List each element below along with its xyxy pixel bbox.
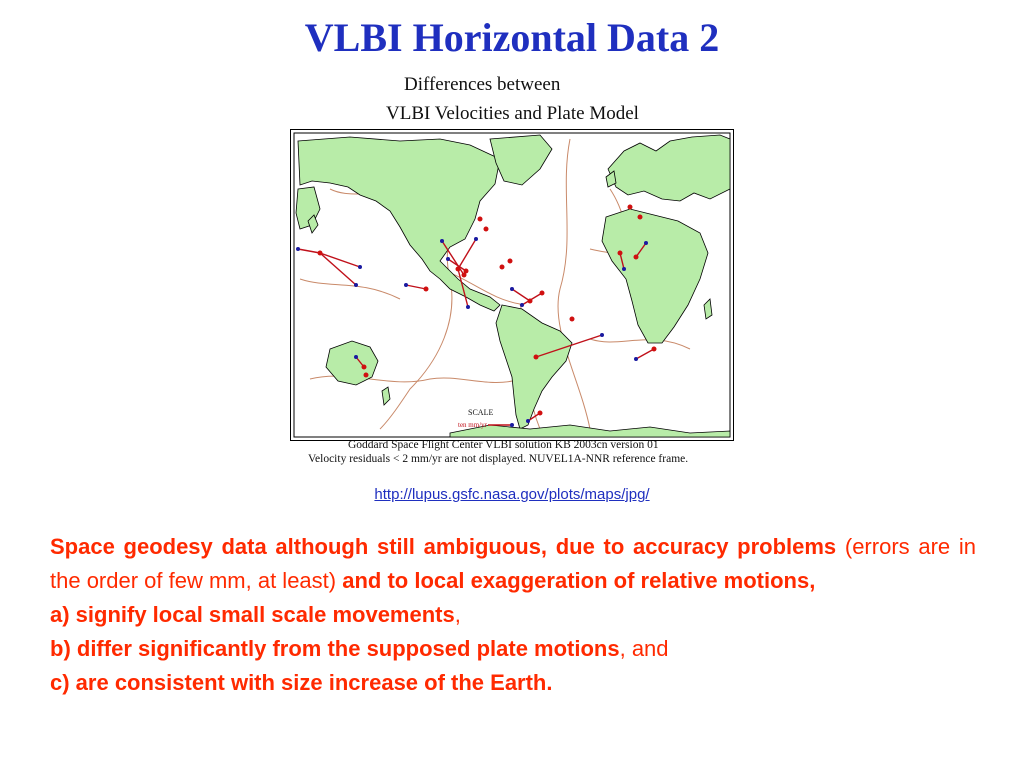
intro-paragraph (50, 530, 976, 598)
body-text (50, 530, 976, 700)
scale-label: SCALE (468, 408, 494, 417)
velocity-map-figure (290, 72, 734, 472)
paragraph-bold-2: and to local exaggeration of relative motions, (342, 568, 816, 593)
paragraph-bold-1: Space geodesy data although still ambiguous, due to accuracy problems (50, 534, 837, 559)
world-map (290, 129, 734, 441)
figure-caption-line-2: Velocity residuals < 2 mm/yr are not displayed. NUVEL1A-NNR reference frame. (308, 453, 689, 465)
list-item-rest: , and (619, 636, 669, 661)
figure-caption-line-1: Goddard Space Flight Center VLBI solution KB 2003cn version 01 (348, 439, 659, 451)
list-item-rest: , (454, 602, 461, 627)
source-url-link[interactable]: http://lupus.gsfc.nasa.gov/plots/maps/jpg/ (374, 486, 650, 503)
list-item (50, 666, 976, 700)
scale-units: ten mm/yr (458, 421, 487, 429)
figure-title-line-1: Differences between (404, 74, 561, 95)
slide-title: VLBI Horizontal Data 2 (304, 15, 720, 60)
list-item (50, 598, 976, 632)
paragraph-normal-1: (errors are in the order of few mm, at least) (50, 534, 976, 593)
list-item-bold: b) differ significantly from the supposed plate motions (50, 636, 620, 661)
list-item (50, 632, 976, 666)
figure-title-line-2: VLBI Velocities and Plate Model (386, 103, 639, 124)
list-item-bold: c) are consistent with size increase of the Earth. (50, 670, 553, 695)
list-item-bold: a) signify local small scale movements (50, 602, 455, 627)
